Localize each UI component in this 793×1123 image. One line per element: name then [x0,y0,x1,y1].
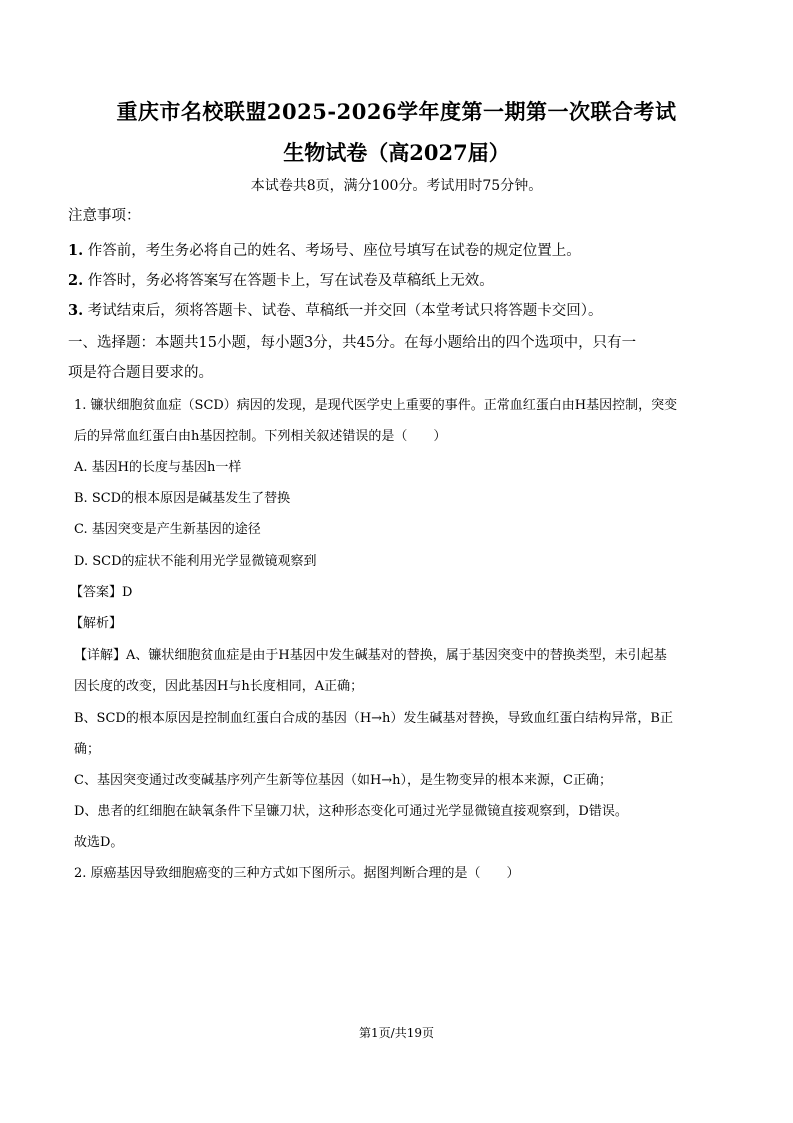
explanation-line: 因长度的改变，因此基因H与h长度相同，A正确； [74,679,364,694]
exam-info: 本试卷共8页，满分100分。考试用时75分钟。 [250,178,543,194]
section-heading-line1: 一、选择题：本题共15小题，每小题3分，共45分。在每小题给出的四个选项中，只有一 [68,335,637,351]
explanation-line: 【详解】A、镰状细胞贫血症是由于H基因中发生碱基对的替换，属于基因突变中的替换类型，未引起基 [74,648,667,663]
question-1-option-a: A. 基因H的长度与基因h一样 [74,460,242,475]
notice-item-text: 考试结束后，须将答题卡、试卷、草稿纸一并交回（本堂考试只将答题卡交回）。 [87,303,603,319]
question-1-option-d: D. SCD的症状不能利用光学显微镜观察到 [74,554,317,569]
explanation-line: D、患者的红细胞在缺氧条件下呈镰刀状，这种形态变化可通过光学显微镜直接观察到，D错误。 [74,804,628,819]
explanation-line: B、SCD的根本原因是控制血红蛋白合成的基因（H→h）发生碱基对替换，导致血红蛋白结构异常，B正 [74,711,673,726]
answer-label: 【答案】D [70,585,133,600]
notice-item-number: 2. [68,272,84,289]
explanation-line: C、基因突变通过改变碱基序列产生新等位基因（如H→h），是生物变异的根本来源，C正确； [74,773,612,788]
notice-heading: 注意事项： [68,208,141,224]
question-1-option-c: C. 基因突变是产生新基因的途径 [74,522,261,537]
explanation-line: 确； [74,742,101,757]
exam-title: 重庆市名校联盟2025-2026学年度第一期第一次联合考试 [116,99,677,124]
page-footer: 第1页/共19页 [359,1026,434,1040]
question-2-stem: 2. 原癌基因导致细胞癌变的三种方式如下图所示。据图判断合理的是（ ） [74,866,520,881]
notice-item-text: 作答前，考生务必将自己的姓名、考场号、座位号填写在试卷的规定位置上。 [87,243,581,259]
notice-item-text: 作答时，务必将答案写在答题卡上，写在试卷及草稿纸上无效。 [87,273,494,289]
question-1-option-b: B. SCD的根本原因是碱基发生了替换 [74,491,291,506]
question-1-stem-line1: 1. 镰状细胞贫血症（SCD）病因的发现，是现代医学史上重要的事件。正常血红蛋白由H基因控制，突变 [74,398,678,413]
explanation-line: 故选D。 [74,835,124,850]
section-heading-line2: 项是符合题目要求的。 [68,365,213,381]
question-1-stem-line2: 后的异常血红蛋白由h基因控制。下列相关叙述错误的是（ ） [74,429,447,444]
notice-item-number: 3. [68,302,84,319]
exam-subtitle: 生物试卷（高2027届） [283,140,510,165]
notice-item [68,244,581,259]
notice-item-number: 1. [68,242,84,259]
analysis-label: 【解析】 [70,616,123,631]
notice-item [68,274,494,289]
notice-item [68,304,603,319]
